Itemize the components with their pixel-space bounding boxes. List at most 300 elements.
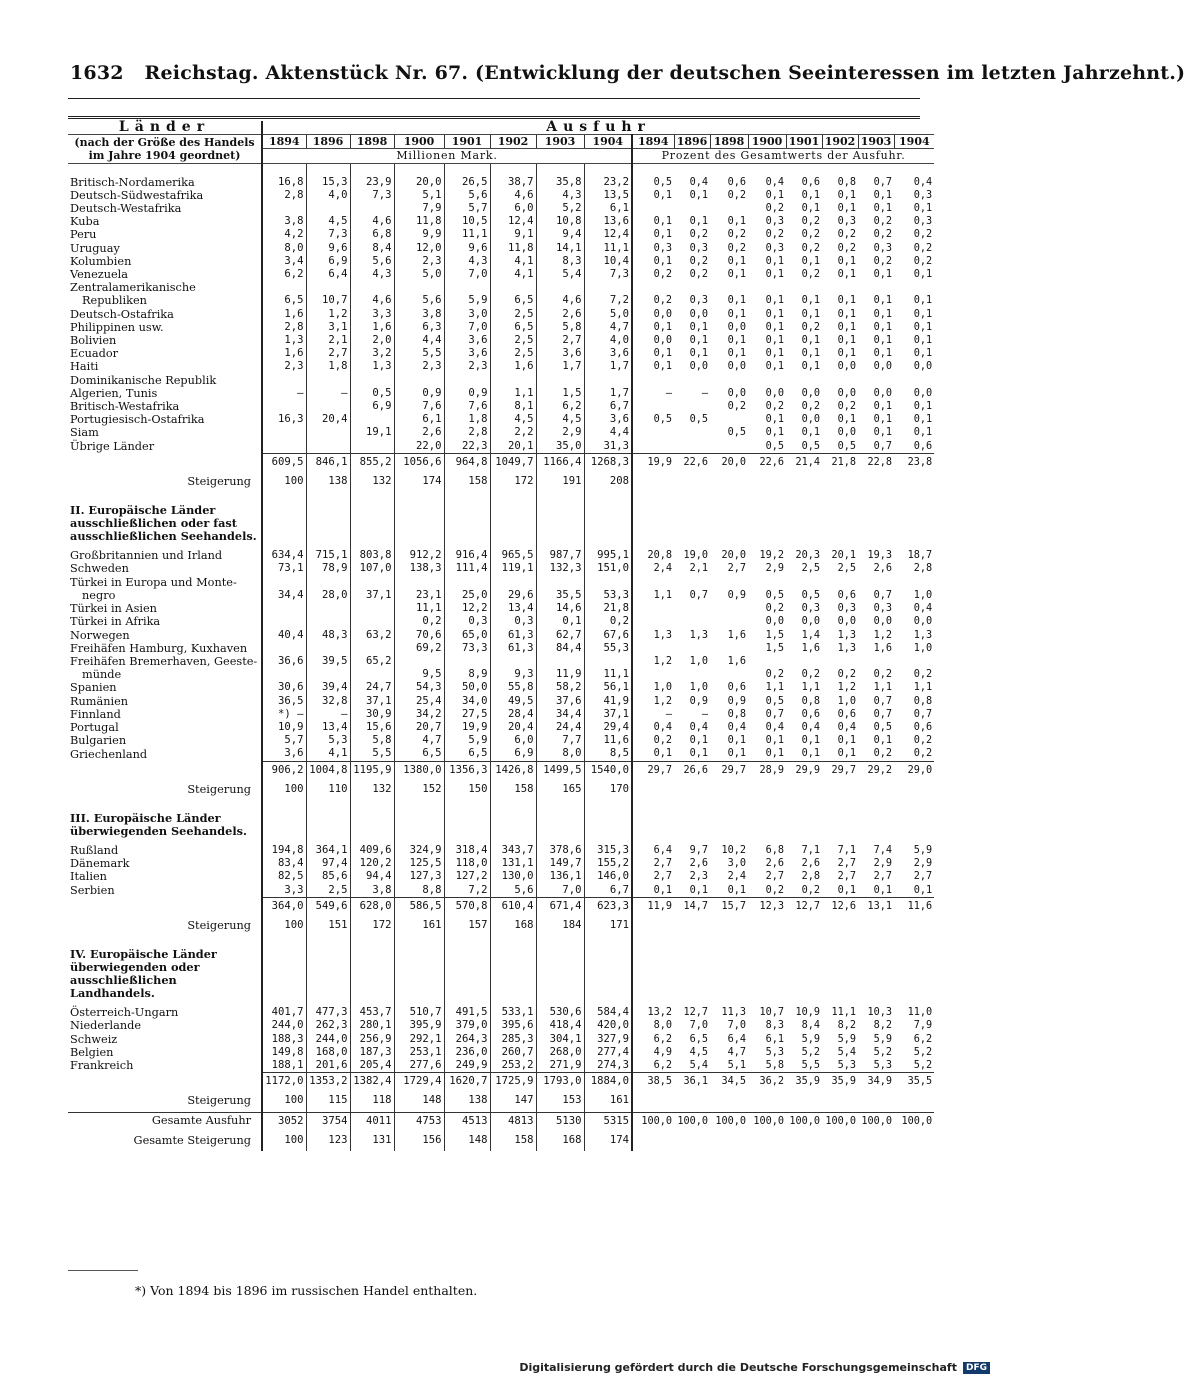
value-prozent: 0,1	[873, 735, 892, 747]
value-prozent: 0,2	[727, 242, 746, 254]
sum-millionen: 1540,0	[584, 761, 632, 777]
sum-label	[68, 1073, 262, 1089]
value-prozent: 0,5	[837, 440, 856, 452]
value-prozent: 0,7	[873, 589, 892, 601]
value-millionen: 11,1	[394, 602, 444, 615]
value-millionen	[444, 655, 490, 668]
sum-millionen: 846,1	[306, 453, 350, 469]
value-millionen: 56,1	[584, 681, 632, 694]
year-header: 1904	[584, 135, 632, 149]
steigerung-row	[68, 777, 934, 800]
value-prozent: 0,5	[727, 427, 746, 439]
table-cell	[786, 163, 822, 176]
value-millionen: 23,9	[350, 176, 394, 189]
value-prozent: 8,2	[873, 1020, 892, 1032]
value-prozent: 2,7	[632, 857, 674, 870]
value-prozent: 0,1	[873, 401, 892, 413]
empty-cell	[822, 469, 858, 492]
value-millionen: 5,6	[490, 884, 536, 898]
value-prozent: 11,0	[907, 1007, 933, 1019]
empty-cell	[748, 492, 786, 549]
gesamte-ausfuhr-prozent: 100,0	[858, 1112, 894, 1128]
value-millionen: 13,4	[490, 602, 536, 615]
value-prozent: 5,5	[801, 1059, 820, 1071]
table-row	[68, 374, 934, 387]
value-prozent: 0,1	[765, 308, 784, 320]
empty-cell	[674, 1088, 710, 1112]
value-millionen: 0,1	[536, 615, 584, 628]
sum-prozent: 12,6	[822, 897, 858, 913]
value-millionen: 34,4	[262, 589, 306, 602]
value-prozent: 1,3	[689, 629, 708, 641]
value-prozent: 0,1	[727, 884, 746, 896]
value-millionen: 20,4	[306, 413, 350, 426]
value-prozent	[632, 202, 674, 215]
value-prozent: 0,3	[913, 189, 933, 201]
value-prozent: 0,2	[837, 242, 856, 254]
value-millionen: 54,3	[394, 681, 444, 694]
value-prozent: 11,3	[721, 1007, 746, 1019]
value-prozent: 2,3	[689, 871, 708, 883]
value-prozent: 0,3	[873, 242, 892, 254]
value-millionen: 49,5	[490, 695, 536, 708]
value-millionen: 5,0	[394, 268, 444, 281]
value-prozent: 0,3	[689, 242, 708, 254]
value-millionen: 23,2	[584, 176, 632, 189]
sum-millionen: 628,0	[350, 897, 394, 913]
value-millionen: 55,8	[490, 681, 536, 694]
value-millionen: 1,6	[262, 347, 306, 360]
steigerung-value: 168	[490, 913, 536, 936]
value-prozent: 0,1	[765, 427, 784, 439]
empty-cell	[710, 492, 748, 549]
value-prozent: 7,0	[689, 1020, 708, 1032]
value-millionen: 20,0	[394, 176, 444, 189]
value-millionen: 127,3	[394, 870, 444, 883]
empty-cell	[894, 492, 934, 549]
country-name: Türkei in Europa und Monte-	[70, 575, 237, 589]
value-millionen: 55,3	[584, 642, 632, 655]
value-millionen: 4,7	[584, 321, 632, 334]
value-prozent: 10,2	[721, 844, 746, 856]
gesamte-ausfuhr	[68, 1112, 934, 1128]
column-header-laender: Länder	[68, 121, 262, 135]
value-millionen	[350, 642, 394, 655]
section-heading-row	[68, 936, 934, 1006]
value-millionen: 2,6	[394, 426, 444, 439]
value-millionen: 130,0	[490, 870, 536, 883]
country-name: Freihäfen Hamburg, Kuxhaven	[70, 641, 248, 655]
value-prozent: 6,4	[632, 844, 674, 857]
value-prozent	[786, 281, 822, 294]
sum-prozent: 35,9	[822, 1073, 858, 1089]
value-millionen: 2,5	[490, 308, 536, 321]
value-millionen: 0,3	[444, 615, 490, 628]
value-millionen: 41,9	[584, 695, 632, 708]
country-name: Republiken	[82, 294, 147, 308]
value-millionen	[262, 642, 306, 655]
value-millionen: 995,1	[584, 549, 632, 562]
value-prozent: 0,2	[913, 748, 933, 760]
value-prozent: 0,5	[801, 440, 820, 452]
year-header: 1903	[858, 135, 894, 149]
value-millionen: 4,3	[350, 268, 394, 281]
country-name: Algerien, Tunis	[70, 386, 158, 400]
country-name: Britisch-Nordamerika	[70, 175, 195, 189]
value-millionen	[306, 374, 350, 387]
value-millionen: 9,1	[490, 228, 536, 241]
value-prozent: 0,2	[837, 229, 856, 241]
value-prozent: 0,1	[689, 189, 708, 201]
value-millionen: 6,5	[490, 321, 536, 334]
year-header: 1900	[748, 135, 786, 149]
table-row	[68, 747, 934, 761]
value-millionen: 1,2	[306, 308, 350, 321]
value-prozent: 7,4	[873, 844, 892, 856]
value-prozent: 1,1	[632, 589, 674, 602]
table-cell	[394, 163, 444, 176]
value-millionen: 1,7	[536, 360, 584, 373]
country-name: Italien	[70, 870, 107, 884]
steigerung-label: Steigerung	[187, 1094, 251, 1108]
country-name: Deutsch-Südwestafrika	[70, 188, 204, 202]
sum-prozent: 36,2	[748, 1073, 786, 1089]
value-millionen: 138,3	[394, 562, 444, 575]
value-millionen: 73,3	[444, 642, 490, 655]
value-prozent	[894, 576, 934, 589]
empty-cell	[632, 1088, 674, 1112]
empty-cell	[748, 800, 786, 844]
table-row	[68, 884, 934, 898]
value-prozent: 0,2	[801, 321, 820, 333]
value-prozent: 0,1	[913, 295, 933, 307]
value-prozent: 2,4	[727, 871, 746, 883]
value-prozent: 0,5	[873, 721, 892, 733]
value-millionen	[262, 281, 306, 294]
value-millionen	[350, 576, 394, 589]
sum-prozent: 29,7	[710, 761, 748, 777]
empty-cell	[632, 800, 674, 844]
sum-millionen: 364,0	[262, 897, 306, 913]
value-millionen: 2,5	[306, 884, 350, 898]
value-millionen	[306, 642, 350, 655]
sum-millionen: 1356,3	[444, 761, 490, 777]
value-prozent: 0,2	[873, 748, 892, 760]
value-millionen: 274,3	[584, 1059, 632, 1073]
value-millionen: 48,3	[306, 629, 350, 642]
table-row	[68, 202, 934, 215]
value-millionen	[262, 426, 306, 439]
gesamte-ausfuhr-prozent: 100,0	[786, 1112, 822, 1128]
value-prozent: 0,2	[689, 229, 708, 241]
empty-cell	[894, 777, 934, 800]
value-prozent: 0,1	[913, 203, 933, 215]
value-millionen: 5,6	[394, 294, 444, 307]
value-prozent: 0,1	[632, 321, 674, 334]
sum-prozent: 22,6	[674, 453, 710, 469]
empty-cell	[674, 777, 710, 800]
value-prozent: 0,0	[837, 361, 856, 373]
value-prozent: 10,7	[759, 1007, 784, 1019]
value-millionen: 65,2	[350, 655, 394, 668]
value-prozent: 0,2	[913, 242, 933, 254]
value-prozent: —	[632, 708, 674, 721]
value-millionen: 149,8	[262, 1046, 306, 1059]
country-name: Bolivien	[70, 334, 117, 348]
value-millionen: 20,1	[490, 440, 536, 454]
sum-millionen: 855,2	[350, 453, 394, 469]
gesamte-steigerung-row	[68, 1128, 934, 1151]
value-millionen: 15,3	[306, 176, 350, 189]
sum-prozent: 23,8	[894, 453, 934, 469]
value-millionen: 4,1	[306, 747, 350, 761]
value-millionen: 12,2	[444, 602, 490, 615]
table-row	[68, 721, 934, 734]
empty-cell	[674, 800, 710, 844]
page-number: 1632	[70, 62, 124, 84]
steigerung-value: 151	[306, 913, 350, 936]
value-millionen: 37,6	[536, 695, 584, 708]
country-name: Philippinen usw.	[70, 320, 164, 334]
value-millionen: 4,6	[536, 294, 584, 307]
value-prozent: 0,3	[689, 295, 708, 307]
value-prozent: 18,7	[907, 550, 933, 562]
gesamte-ausfuhr-millionen: 5315	[584, 1112, 632, 1128]
steigerung-value: 158	[490, 1128, 536, 1151]
gesamte-ausfuhr-prozent: 100,0	[632, 1112, 674, 1128]
value-prozent	[858, 576, 894, 589]
empty-cell	[748, 469, 786, 492]
value-prozent: 0,3	[765, 216, 784, 228]
table-row	[68, 1006, 934, 1019]
value-millionen: 120,2	[350, 857, 394, 870]
value-millionen	[490, 576, 536, 589]
value-millionen: 3,6	[444, 334, 490, 347]
value-millionen: 32,8	[306, 695, 350, 708]
value-millionen: 5,3	[306, 734, 350, 747]
steigerung-value: 208	[584, 469, 632, 492]
empty-cell	[306, 492, 350, 549]
value-prozent: 0,1	[873, 348, 892, 360]
value-millionen: 0,3	[490, 615, 536, 628]
value-prozent: 2,8	[801, 871, 820, 883]
empty-cell	[394, 492, 444, 549]
value-prozent: 0,0	[913, 387, 933, 399]
steigerung-value: 147	[490, 1088, 536, 1112]
value-millionen: 1,7	[584, 360, 632, 373]
value-prozent: 1,3	[837, 642, 856, 654]
country-name: Venezuela	[70, 268, 129, 282]
export-table	[68, 121, 934, 1151]
value-millionen: 30,6	[262, 681, 306, 694]
value-millionen: 3,6	[584, 413, 632, 426]
year-header: 1902	[822, 135, 858, 149]
value-millionen: 39,4	[306, 681, 350, 694]
value-prozent: 0,2	[727, 401, 746, 413]
value-millionen: 5,2	[536, 202, 584, 215]
value-prozent	[674, 202, 710, 215]
value-millionen: 4,3	[444, 255, 490, 268]
value-millionen	[444, 374, 490, 387]
empty-cell	[786, 469, 822, 492]
value-prozent: 0,4	[727, 721, 746, 733]
value-prozent: 0,2	[837, 669, 856, 681]
gesamte-ausfuhr-prozent: 100,0	[748, 1112, 786, 1128]
table-row	[68, 176, 934, 189]
value-prozent: 0,0	[727, 361, 746, 373]
country-name: Portugal	[70, 720, 119, 734]
sum-prozent: 35,5	[894, 1073, 934, 1089]
value-millionen: 8,4	[350, 242, 394, 255]
empty-cell	[786, 936, 822, 1006]
value-millionen: 3,8	[262, 215, 306, 228]
value-prozent: 0,1	[913, 269, 933, 281]
value-prozent: 0,1	[689, 735, 708, 747]
value-prozent: 0,1	[801, 295, 820, 307]
value-prozent: 0,1	[873, 427, 892, 439]
value-millionen: 194,8	[262, 844, 306, 857]
value-millionen: 4,5	[490, 413, 536, 426]
value-prozent	[858, 655, 894, 668]
value-millionen: 249,9	[444, 1059, 490, 1073]
value-millionen: 277,4	[584, 1046, 632, 1059]
value-prozent: 0,2	[765, 229, 784, 241]
value-prozent	[674, 642, 710, 655]
value-millionen: 7,2	[444, 884, 490, 898]
table-cell	[894, 163, 934, 176]
value-millionen	[306, 576, 350, 589]
sum-prozent: 35,9	[786, 1073, 822, 1089]
empty-cell	[858, 936, 894, 1006]
steigerung-value: 158	[490, 777, 536, 800]
value-prozent	[748, 576, 786, 589]
value-prozent: 7,9	[913, 1020, 933, 1032]
table-row	[68, 255, 934, 268]
steigerung-value: 100	[262, 1128, 306, 1151]
value-millionen: 3,1	[306, 321, 350, 334]
value-millionen: 5,6	[350, 255, 394, 268]
value-millionen: 7,7	[536, 734, 584, 747]
table-row	[68, 734, 934, 747]
value-prozent	[674, 426, 710, 439]
value-millionen: 634,4	[262, 549, 306, 562]
year-header: 1894	[632, 135, 674, 149]
value-millionen: 409,6	[350, 844, 394, 857]
value-millionen: 14,1	[536, 242, 584, 255]
value-millionen: 4,0	[306, 189, 350, 202]
value-millionen: 5,1	[394, 189, 444, 202]
sum-millionen: 1499,5	[536, 761, 584, 777]
value-millionen: 6,3	[394, 321, 444, 334]
value-millionen: 5,5	[394, 347, 444, 360]
value-millionen: 1,5	[536, 387, 584, 400]
value-millionen: 111,4	[444, 562, 490, 575]
value-millionen	[306, 281, 350, 294]
value-prozent: 0,6	[801, 708, 820, 720]
value-prozent: 1,2	[632, 695, 674, 708]
value-millionen	[444, 281, 490, 294]
value-prozent: 5,9	[837, 1033, 856, 1045]
page-header	[70, 62, 1185, 84]
value-prozent: 2,7	[873, 871, 892, 883]
year-header: 1903	[536, 135, 584, 149]
sum-millionen: 1884,0	[584, 1073, 632, 1089]
value-millionen: 4,4	[394, 334, 444, 347]
value-millionen: 67,6	[584, 629, 632, 642]
value-prozent	[710, 202, 748, 215]
value-prozent: 0,0	[873, 387, 892, 399]
value-prozent: 0,0	[913, 616, 933, 628]
value-prozent: 0,7	[873, 695, 892, 707]
empty-cell	[822, 777, 858, 800]
table-row	[68, 294, 934, 307]
value-prozent: 0,0	[837, 387, 856, 399]
value-prozent: 0,1	[913, 884, 933, 896]
steigerung-value: 170	[584, 777, 632, 800]
value-millionen: 40,4	[262, 629, 306, 642]
sum-prozent: 29,7	[822, 761, 858, 777]
value-millionen: 65,0	[444, 629, 490, 642]
value-millionen: 58,2	[536, 681, 584, 694]
value-millionen: 83,4	[262, 857, 306, 870]
value-prozent: 0,5	[765, 440, 784, 452]
value-prozent: —	[701, 708, 708, 720]
value-prozent	[632, 440, 674, 454]
value-prozent: 0,1	[801, 348, 820, 360]
value-prozent: 0,0	[837, 616, 856, 628]
value-prozent: 0,1	[873, 414, 892, 426]
value-millionen: 151,0	[584, 562, 632, 575]
value-prozent: 0,0	[801, 414, 820, 426]
sum-prozent: 14,7	[674, 897, 710, 913]
value-millionen	[306, 615, 350, 628]
country-name: Serbien	[70, 883, 115, 897]
value-millionen: 132,3	[536, 562, 584, 575]
value-millionen: 5,6	[444, 189, 490, 202]
value-millionen: 205,4	[350, 1059, 394, 1073]
value-millionen: 168,0	[306, 1046, 350, 1059]
value-prozent: 0,4	[765, 721, 784, 733]
value-millionen: —	[306, 387, 350, 400]
value-prozent: 0,4	[913, 176, 933, 188]
value-millionen: 277,6	[394, 1059, 444, 1073]
section-heading: II. Europäische Länder ausschließlichen oder fast ausschließlichen Seehandels.	[70, 503, 257, 544]
value-prozent: 2,7	[632, 870, 674, 883]
value-prozent: 0,2	[801, 401, 820, 413]
value-prozent: 0,1	[689, 321, 708, 333]
value-millionen: 0,9	[444, 387, 490, 400]
value-prozent: 0,1	[765, 295, 784, 307]
value-prozent: 0,6	[727, 176, 746, 188]
empty-cell	[674, 469, 710, 492]
sum-prozent: 15,7	[710, 897, 748, 913]
empty-cell	[894, 1128, 934, 1151]
value-prozent: 0,1	[765, 748, 784, 760]
sum-millionen: 1729,4	[394, 1073, 444, 1089]
value-prozent: 6,1	[765, 1033, 784, 1045]
value-prozent: 1,0	[913, 589, 933, 601]
value-millionen: 6,1	[584, 202, 632, 215]
value-prozent	[710, 440, 748, 454]
table-row	[68, 562, 934, 575]
value-prozent: 2,7	[765, 871, 784, 883]
value-millionen: 39,5	[306, 655, 350, 668]
value-millionen: 2,8	[262, 189, 306, 202]
value-millionen: 73,1	[262, 562, 306, 575]
sum-millionen: 1268,3	[584, 453, 632, 469]
value-prozent: 0,1	[801, 255, 820, 267]
value-prozent: 20,1	[831, 550, 856, 562]
